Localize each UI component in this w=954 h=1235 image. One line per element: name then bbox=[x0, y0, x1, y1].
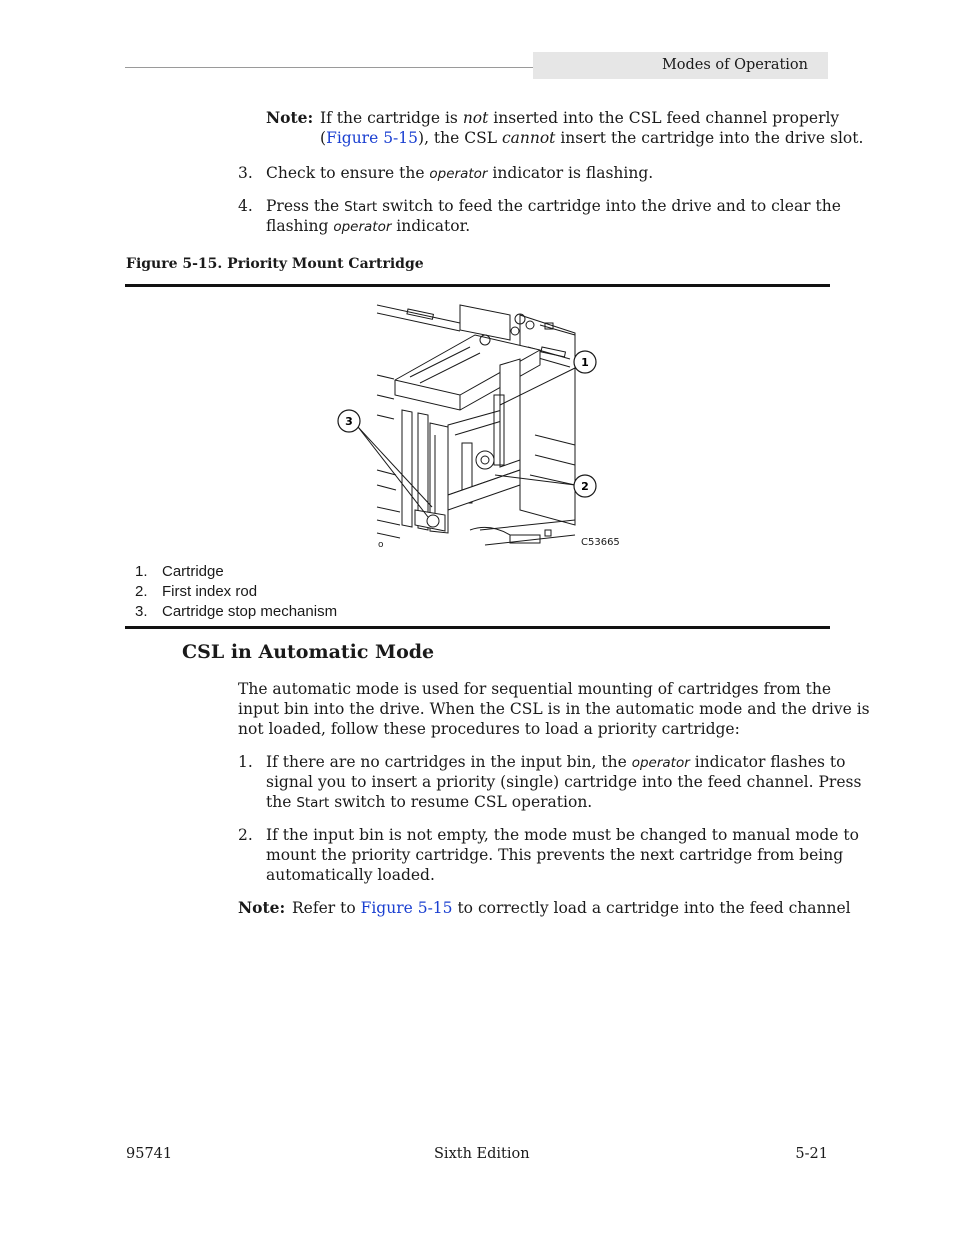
footer-edition: Sixth Edition bbox=[434, 1146, 530, 1162]
step-4-text-line-2: flashing operator indicator. bbox=[266, 217, 471, 235]
figure-bottom-rule bbox=[125, 626, 830, 629]
section-heading: CSL in Automatic Mode bbox=[182, 641, 435, 663]
legend-item: 3. Cartridge stop mechanism bbox=[135, 603, 338, 620]
step-1-line-3: the Start switch to resume CSL operation. bbox=[266, 793, 593, 811]
svg-text:o: o bbox=[378, 540, 384, 550]
step-1-line-2: signal you to insert a priority (single) cartridge into the feed channel. Press bbox=[266, 773, 862, 791]
intro-line: input bin into the drive. When the CSL is in the automatic mode and the drive is bbox=[238, 700, 870, 718]
svg-text:3: 3 bbox=[345, 415, 353, 428]
figure-link[interactable]: Figure 5-15 bbox=[360, 899, 453, 917]
svg-text:2: 2 bbox=[581, 480, 589, 493]
step-number: 2. bbox=[238, 826, 253, 844]
step-number: 3. bbox=[238, 164, 253, 182]
note-line-2: (Figure 5-15), the CSL cannot insert the cartridge into the drive slot. bbox=[320, 129, 864, 147]
svg-text:1: 1 bbox=[581, 356, 589, 369]
step-3-text: Check to ensure the operator indicator is flashing. bbox=[266, 164, 654, 182]
note-2-text: Refer to Figure 5-15 to correctly load a cartridge into the feed channel bbox=[292, 899, 851, 917]
step-2-line-3: automatically loaded. bbox=[266, 866, 435, 884]
figure-caption: Figure 5-15. Priority Mount Cartridge bbox=[126, 256, 424, 272]
footer-doc-number: 95741 bbox=[126, 1146, 173, 1162]
running-header: Modes of Operation bbox=[661, 57, 808, 73]
legend-item: 2. First index rod bbox=[135, 583, 258, 600]
step-2-line-1: If the input bin is not empty, the mode must be changed to manual mode to bbox=[266, 826, 859, 844]
step-4-text: Press the Start switch to feed the cartridge into the drive and to clear the bbox=[266, 197, 841, 215]
step-number: 1. bbox=[238, 753, 253, 771]
note-label: Note: bbox=[238, 898, 286, 917]
figure-top-rule bbox=[125, 284, 830, 287]
legend-item: 1. Cartridge bbox=[135, 563, 224, 580]
step-number: 4. bbox=[238, 197, 253, 215]
callout-2 bbox=[574, 475, 596, 497]
figure-link[interactable]: Figure 5-15 bbox=[326, 129, 419, 147]
callout-1 bbox=[574, 351, 596, 373]
step-2-line-2: mount the priority cartridge. This prevents the next cartridge from being bbox=[266, 846, 844, 864]
header-rule bbox=[125, 67, 533, 68]
intro-line: not loaded, follow these procedures to load a priority cartridge: bbox=[238, 720, 740, 738]
note-label: Note: bbox=[266, 108, 314, 127]
callout-3 bbox=[338, 410, 360, 432]
figure-code: C53665 bbox=[581, 537, 620, 548]
priority-mount-cartridge-illustration bbox=[330, 295, 630, 557]
step-1-line-1: If there are no cartridges in the input bin, the operator indicator flashes to bbox=[266, 753, 846, 771]
intro-line: The automatic mode is used for sequential mounting of cartridges from the bbox=[238, 680, 832, 698]
note-line-1: If the cartridge is not inserted into the CSL feed channel properly bbox=[320, 109, 840, 127]
footer-page-number: 5-21 bbox=[795, 1146, 828, 1162]
